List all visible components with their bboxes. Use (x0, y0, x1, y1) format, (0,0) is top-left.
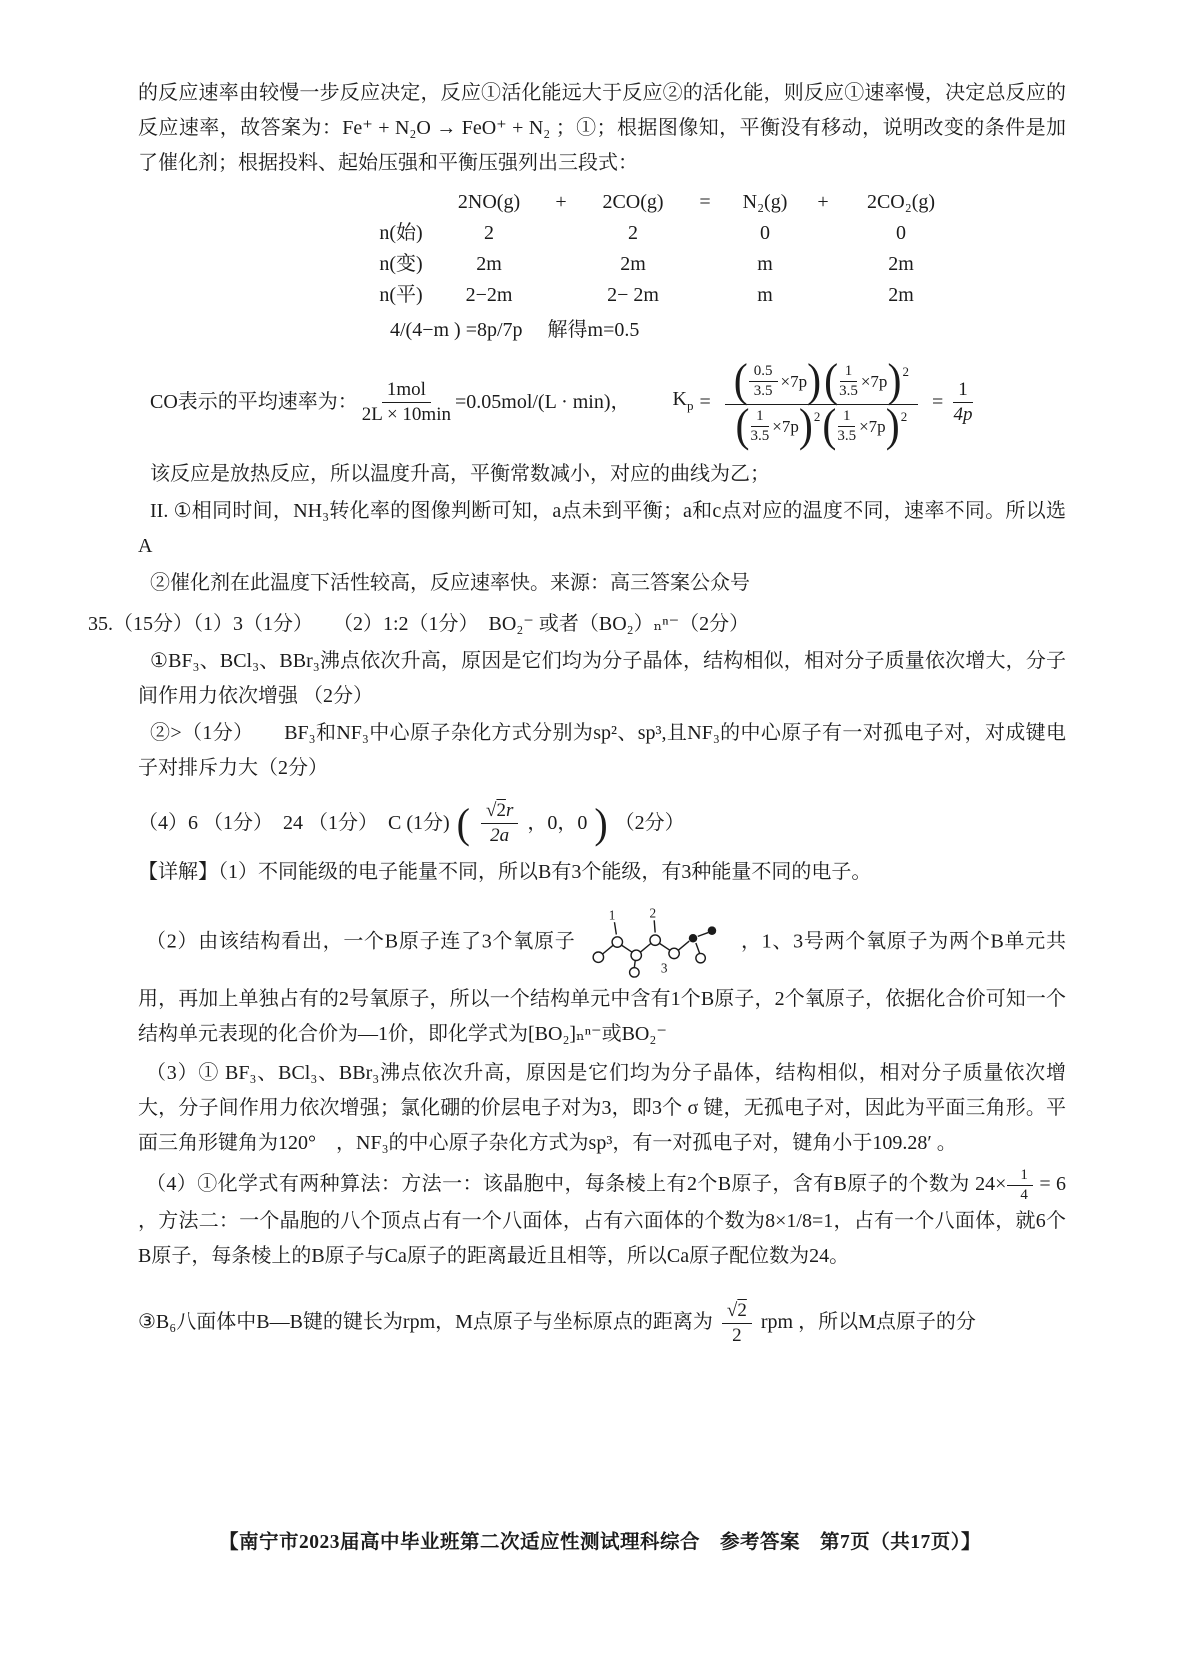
stage-cell (805, 218, 841, 249)
stage-cell: 0 (896, 222, 906, 244)
left-paren: ( (735, 399, 750, 452)
solve-line: 4/(4−m ) =8p/7p 解得m=0.5 (390, 319, 640, 341)
stage-cell: N₂(g) (742, 191, 788, 213)
right-paren: ) (887, 354, 902, 407)
left-paren: ( (456, 799, 470, 847)
detail-4-text-after: = 6 ，方法二：一个晶胞的八个顶点占有一个八面体，占有六面体的个数为8×1/8=1，占有一个八面体，就6个B原子，每条棱上的B原子与Ca原子的距离最近且相等，所以Ca原子配位数为24。 (138, 1173, 1066, 1267)
page-footer: 【南宁市2023届高中毕业班第二次适应性测试理科综合 参考答案 第7页（共17页）】 (218, 1532, 981, 1553)
inner-fraction: $\frac{1}{3.5}$ (750, 408, 770, 444)
stage-cell: 2NO(g) (457, 191, 521, 213)
paragraph-intro: 的反应速率由较慢一步反应决定，反应①活化能远大于反应②的活化能，则反应①速率慢，决定总反应的反应速率，故答案为：Fe⁺ + N₂O → FeO⁺ + N₂ ；①；根据图像知，平衡没有移动，说明改变的条件是加了催化剂；根据投料、起始压强和平衡压强列出三段式： (138, 82, 1066, 174)
rate-lead-text: CO表示的平均速率为： (150, 391, 358, 413)
stage-cell: 2 (484, 222, 494, 244)
stage-cell (685, 218, 725, 249)
right-paren: ) (594, 799, 608, 847)
equals-sign: = (699, 391, 711, 413)
detail-paragraph-2 (138, 904, 1066, 1052)
inner-fraction: $\frac{1}{3.5}$ (839, 363, 858, 399)
rate-and-kp-line (138, 354, 1066, 452)
stage-cell: 2 (628, 222, 638, 244)
atom-label-2: 2 (649, 905, 657, 921)
kp-big-fraction (725, 354, 918, 452)
times-factor: ×7p (780, 372, 808, 391)
stage-cell: 2m (888, 284, 914, 306)
stage-cell (365, 187, 437, 218)
stage-cell: 2−2m (465, 284, 513, 306)
coordinate-fraction (481, 800, 518, 847)
inner-fraction: $\frac{0.5}{3.5}$ (749, 363, 778, 400)
exponent: 2 (902, 364, 909, 379)
fraction-denominator: 2L × 10min (361, 404, 451, 425)
atom-label-3: 3 (661, 960, 668, 976)
atom-label-1: 1 (608, 907, 616, 923)
avg-rate-value: =0.05mol/(L · min)， (454, 391, 631, 413)
radicand: 2 (496, 800, 506, 821)
stage-cell: 0 (760, 222, 770, 244)
fraction-denominator: 2a (490, 825, 510, 846)
kp-factor (824, 354, 909, 407)
stage-cell: 2m (888, 253, 914, 275)
multiplier: 24× (975, 1173, 1007, 1196)
three-stage-table (365, 187, 1066, 311)
detail-2-text-before: （2）由该结构看出，一个B原子连了3个氧原子 (146, 930, 576, 953)
stage-cell: 2CO(g) (602, 191, 664, 213)
stage-cell (805, 280, 841, 311)
answer-1: ①BF₃、BCl₃、BBr₃沸点依次升高，原因是它们均为分子晶体，结构相似，相对分子质量依次增大，分子间作用力依次增强 （2分） (138, 650, 1066, 707)
kp-factor (735, 399, 821, 452)
right-paren: ) (798, 399, 813, 452)
kp-symbol (673, 382, 694, 423)
line-catalyst: ②催化剂在此温度下活性较高，反应速率快。来源：高三答案公众号 (150, 572, 750, 594)
stage-cell (541, 218, 581, 249)
detail-paragraph-4 (138, 1167, 1066, 1274)
borate-chain-structure-diagram (587, 904, 729, 982)
stage-cell: n(平) (379, 284, 423, 306)
stage-cell (685, 280, 725, 311)
answer-2: ②>（1分） BF₃和NF₃中心原子杂化方式分别为sp²、sp³,且NF₃的中心原子有一对孤电子对，对成键电子对排斥力大（2分） (138, 722, 1066, 779)
detail-2-text-after: ，1、3号两个氧原子为两个B单元共用，再加上单独占有的2号氧原子，所以一个结构单元中含有1个B原子，2个氧原子，依据化合价可知一个结构单元表现的化合价为—1价，即化学式为[BO₂]ₙⁿ⁻或BO₂⁻ (138, 930, 1067, 1045)
times-factor: ×7p (860, 372, 888, 391)
stage-cell: + (817, 191, 829, 213)
stage-cell (541, 249, 581, 280)
avg-rate-fraction (362, 379, 451, 426)
right-paren: ) (807, 354, 822, 407)
stage-cell (685, 249, 725, 280)
equals-sign: = (931, 391, 944, 413)
left-paren: ( (824, 354, 839, 407)
detail-5-text-before: ③B₆八面体中B—B键的键长为rpm，M点原子与坐标原点的距离为 (138, 1311, 713, 1334)
times-factor: ×7p (859, 417, 886, 436)
left-paren: ( (733, 354, 748, 407)
answer-4-line (138, 800, 1066, 847)
detail-paragraph-5 (138, 1300, 1066, 1347)
fraction-numerator: 1mol (382, 379, 431, 403)
kp-result-fraction: $\frac{1}{4p}$ (953, 379, 973, 425)
radical-sign: √ (486, 800, 497, 821)
kp-factor (822, 399, 908, 452)
detail-paragraph-3: （3）① BF₃、BCl₃、BBr₃沸点依次升高，原因是它们均为分子晶体，结构相似，相对分子质量依次增大，分子间作用力依次增强；氯化硼的价层电子对为3，即3个 σ 键，无孤电子对，因此为平面三角形。平面三角形键角为120° ，NF₃的中心原子杂化方式为sp³，有一对孤电子对，键角小于109.28′ 。 (138, 1062, 1066, 1154)
fraction-numerator (722, 1300, 752, 1324)
right-paren: ) (885, 399, 900, 452)
question-35-header: 35.（15分）（1）3（1分） （2）1:2（1分） BO₂⁻ 或者（BO₂）ₙⁿ⁻（2分） (88, 613, 750, 635)
times-factor: ×7p (772, 417, 799, 436)
detail-paragraph-1: 【详解】（1）不同能级的电子能量不同，所以B有3个能级，有3种能量不同的电子。 (138, 861, 872, 883)
answer-4-score: （2分） (614, 812, 685, 834)
left-paren: ( (822, 399, 837, 452)
line-exothermic: 该反应是放热反应，所以温度升高，平衡常数减小，对应的曲线为乙； (150, 463, 770, 485)
stage-cell: 2m (476, 253, 502, 275)
radical-sign: √ (726, 1300, 738, 1321)
stage-cell (805, 249, 841, 280)
line-part-ii: II. ①相同时间，NH₃转化率的图像判断可知，a点未到平衡；a和c点对应的温度不同，速率不同。所以选A (138, 500, 1066, 557)
stage-cell: + (555, 191, 567, 213)
stage-cell: = (699, 191, 711, 213)
radical-tail: r (505, 800, 514, 821)
kp-numerator (725, 354, 918, 407)
stage-cell: 2m (620, 253, 646, 275)
kp-denominator (735, 399, 909, 452)
stage-cell: 2− 2m (607, 284, 659, 306)
stage-cell: m (757, 284, 773, 306)
inner-fraction: $\frac{1}{3.5}$ (837, 408, 857, 444)
exponent: 2 (813, 409, 821, 424)
coordinate-rest: ，0，0 (527, 812, 588, 834)
quarter-fraction: $\frac{1}{4}$ (1007, 1167, 1033, 1204)
answer-4-head: （4）6 （1分） 24 （1分） C (1分) (138, 812, 450, 834)
fraction-numerator (481, 800, 518, 824)
stage-cell: n(变) (379, 253, 423, 275)
stage-cell: m (757, 253, 773, 275)
stage-cell: n(始) (379, 222, 423, 244)
detail-5-text-after: rpm ，所以M点原子的分 (760, 1311, 976, 1334)
kp-letter: K (672, 388, 687, 410)
fraction-denominator: 2 (732, 1325, 742, 1346)
kp-factor (733, 354, 822, 407)
stage-cell (541, 280, 581, 311)
kp-subscript: p (686, 398, 694, 413)
detail-4-text-before: （4）①化学式有两种算法：方法一：该晶胞中，每条棱上有2个B原子，含有B原子的个数为 (146, 1173, 970, 1196)
exponent: 2 (900, 409, 908, 424)
sqrt2-over-2-fraction (722, 1300, 752, 1347)
radicand: 2 (737, 1300, 747, 1321)
stage-cell: 2CO₂(g) (866, 191, 936, 213)
